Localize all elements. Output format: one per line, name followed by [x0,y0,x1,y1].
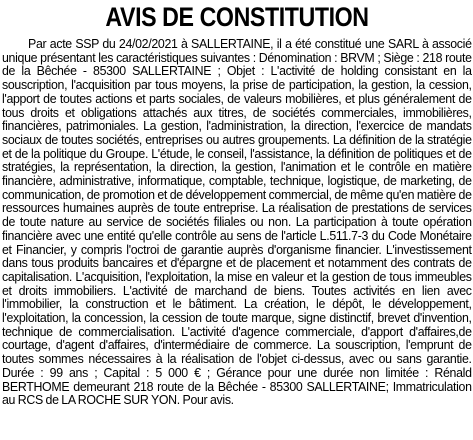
notice-body: Par acte SSP du 24/02/2021 à SALLERTAINE, il a été constitué une SARL à associé unique présentant les caractéristiques suivantes : Dénomination : BRVM ; Siège : 218 route de la Bêchée - 85300 SALLERTAINE ; Objet : L'activité de holding consistant en la souscription, l'acquisition par tous moyens, la prise de participation, la gestion, la cession, l'apport de toutes actions et parts sociales, de valeurs mobilières, et plus généralement de tous droits et obligations attachés aux titres, de sociétés commerciales, immobilières, financières, patrimoniales. La gestion, l'administration, la direction, l'exercice de mandats sociaux de toutes sociétés, entreprises ou autres groupements. La définition de la stratégie et de la politique du Groupe. L'étude, le conseil, l'assistance, la définition de politiques et de stratégies, la représentation, la direction, la gestion, l'animation et le contrôle en matière financière, administrative, informatique, comptable, technique, logistique, de marketing, de communication, de promotion et de développement commercial, de même qu'en matière de ressources humaines auprès de toute entreprise. La réalisation de prestations de services de toute nature au service de sociétés filiales ou non. La participation à toute opération financière avec une entité qu'elle contrôle au sens de l'article L.511.7-3 du Code Monétaire et Financier, y compris l'octroi de garantie auprès d'organisme financier. L'investissement dans tous produits bancaires et d'épargne et de placement et notamment des contrats de capitalisation. L'acquisition, l'exploitation, la mise en valeur et la gestion de tous immeubles et droits immobiliers. L'activité de marchand de biens. Toutes activités en lien avec l'immobilier, la construction et le bâtiment. La création, le dépôt, le développement, l'exploitation, la concession, la cession de toute marque, signe distinctif, brevet d'invention, technique de commercialisation. L'activité d'agence commerciale, d'apport d'affaires,de courtage, d'agent d'affaires, d'intermédiaire de commerce. La souscription, l'emprunt de toutes sommes nécessaires à la réalisation de l'objet ci-dessus, avec ou sans garantie. Durée : 99 ans ; Capital : 5 000 € ; Gérance pour une durée non limitée : Rénald BERTHOME demeurant 218 route de la Bêchée - 85300 SALLERTAINE; Immatriculation au RCS de LA ROCHE SUR YON. Pour avis. [2,36,472,408]
notice-title: AVIS DE CONSTITUTION [105,2,369,32]
